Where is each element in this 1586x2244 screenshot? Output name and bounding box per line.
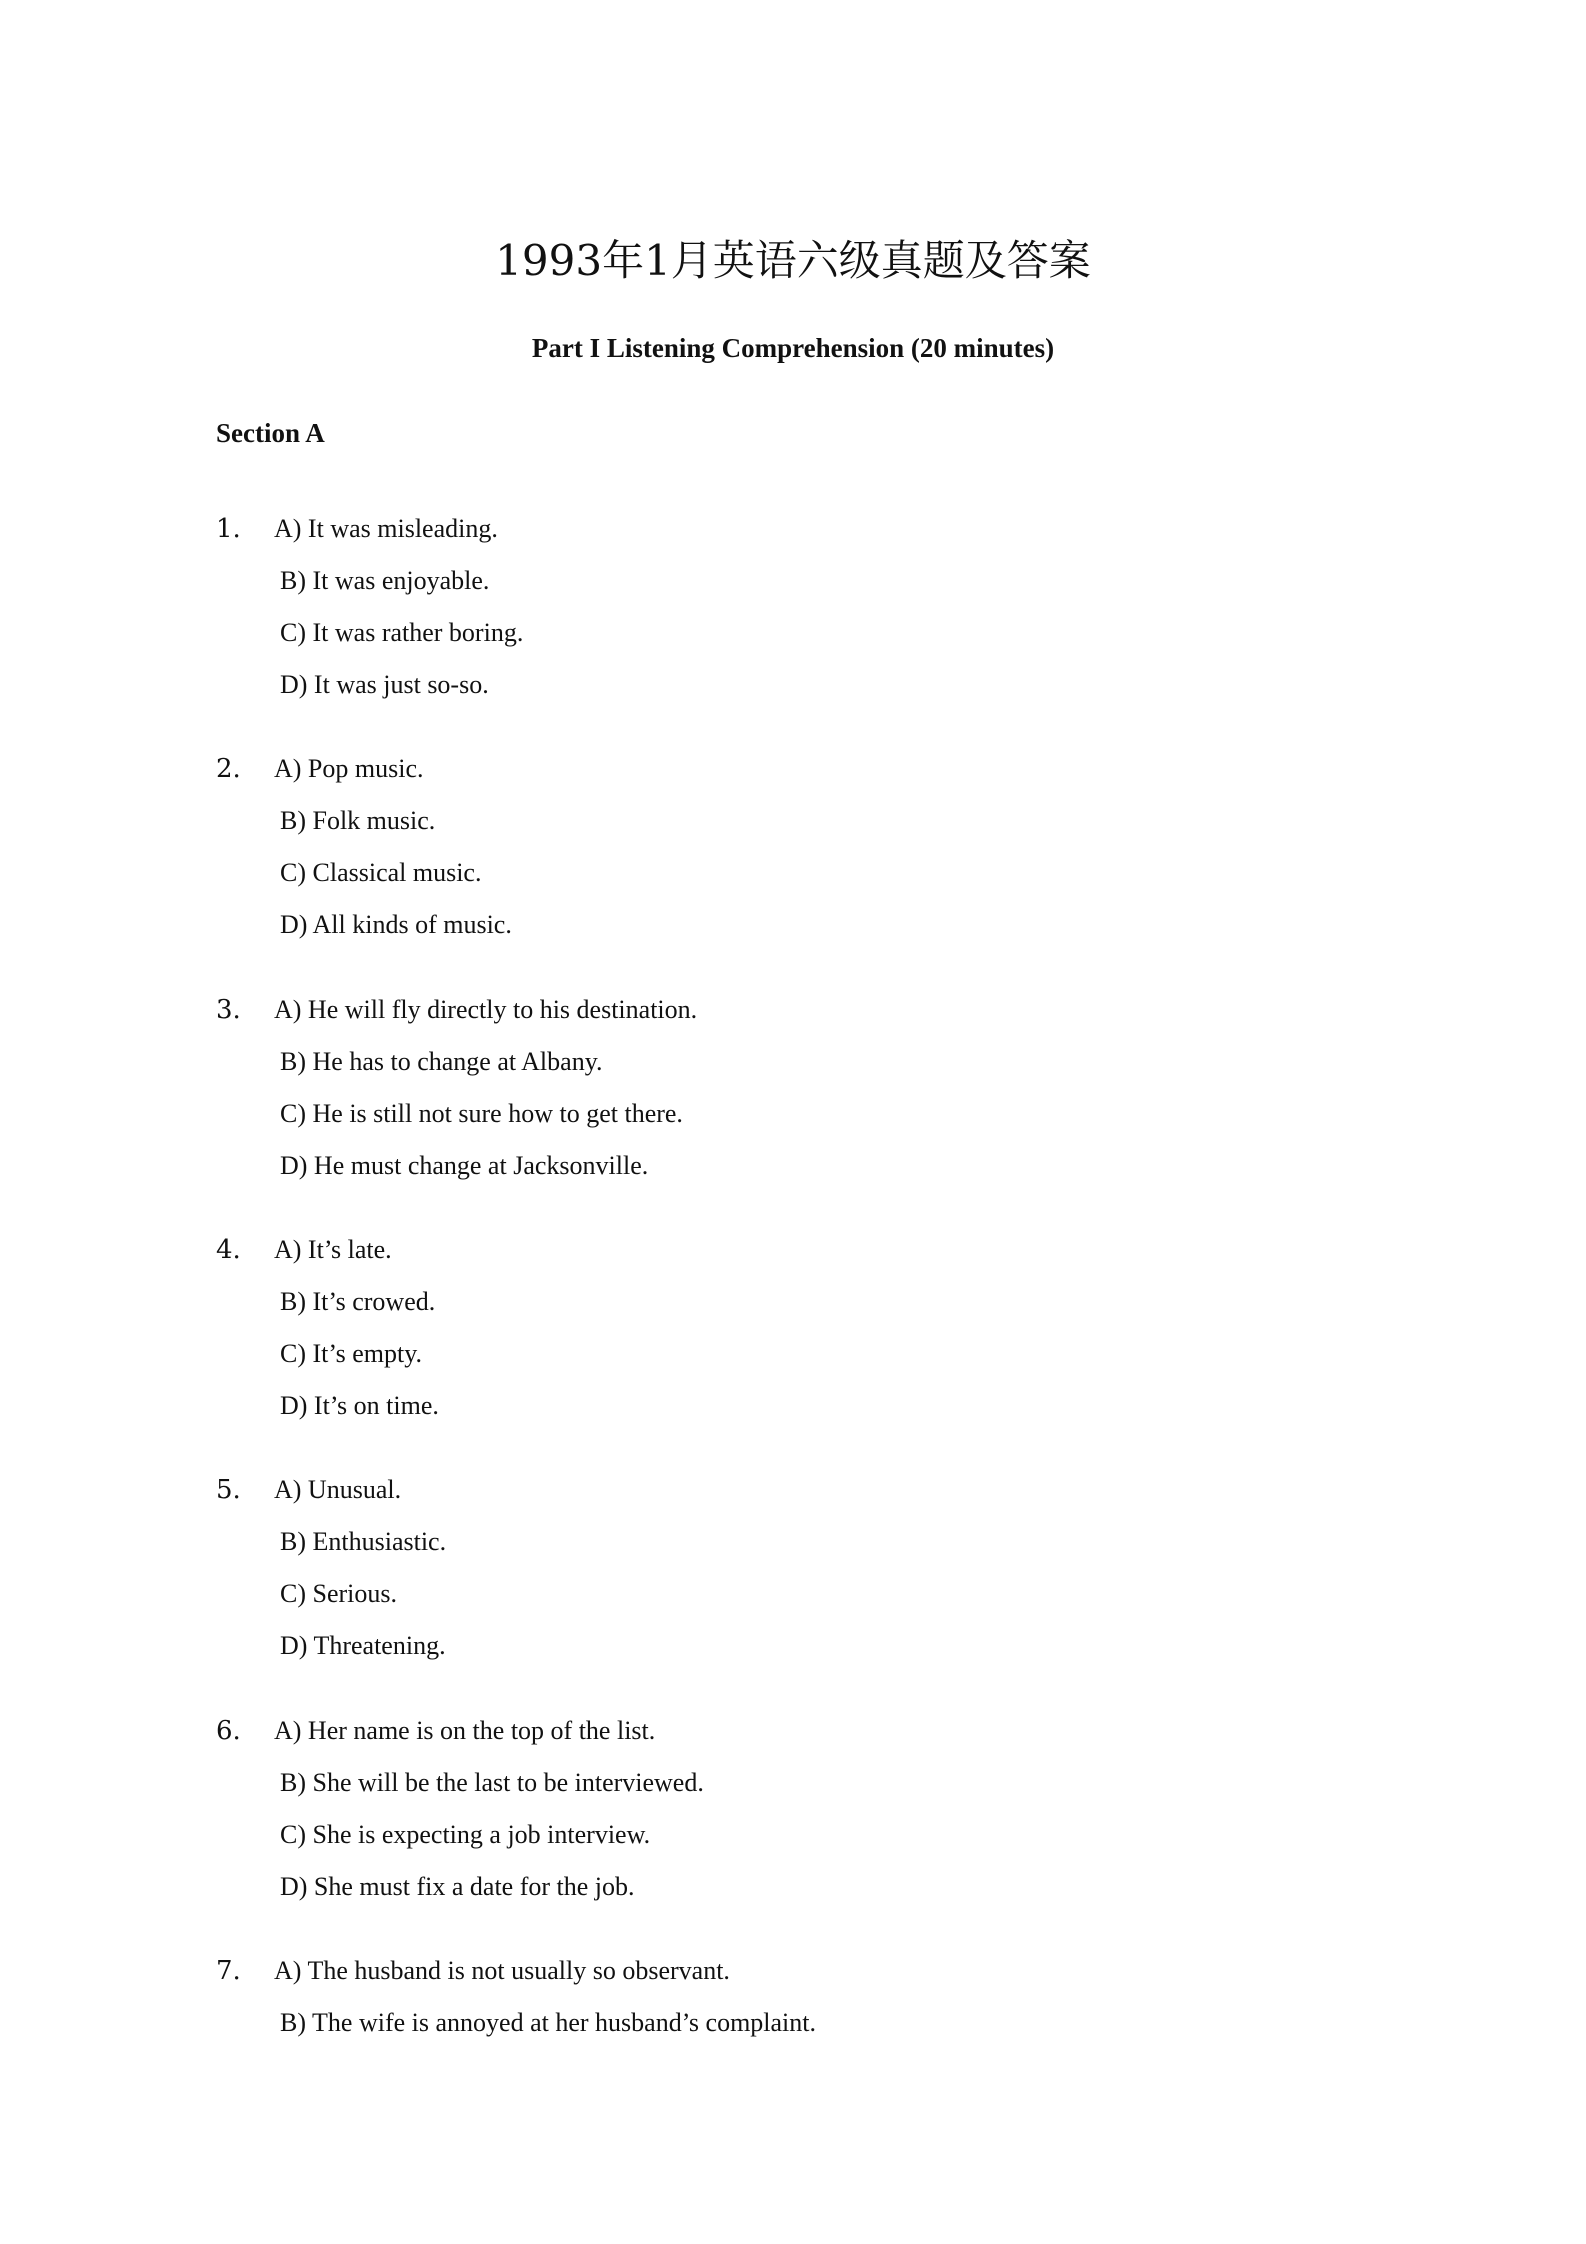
question-number: 5.: [216, 1475, 241, 1505]
option-c: C) She is expecting a job interview.: [280, 1820, 651, 1849]
option-d: D) All kinds of music.: [280, 910, 512, 939]
option-b: B) The wife is annoyed at her husband’s complaint.: [280, 2008, 817, 2037]
document-title: 1993年1月英语六级真题及答案: [495, 236, 1091, 285]
option-b: B) It’s crowed.: [280, 1287, 436, 1316]
question-number: 3.: [216, 995, 241, 1025]
option-d: D) It was just so-so.: [280, 670, 489, 699]
option-d: D) Threatening.: [280, 1631, 446, 1660]
option-c: C) It was rather boring.: [280, 618, 524, 647]
option-b: B) It was enjoyable.: [280, 566, 490, 595]
option-d: D) She must fix a date for the job.: [280, 1872, 635, 1901]
option-c: C) Serious.: [280, 1579, 397, 1608]
option-b: B) She will be the last to be interviewed.: [280, 1768, 704, 1797]
option-c: C) He is still not sure how to get there.: [280, 1099, 683, 1128]
option-d: D) He must change at Jacksonville.: [280, 1151, 649, 1180]
option-a: A) He will fly directly to his destination.: [274, 995, 698, 1024]
part-heading: Part I Listening Comprehension (20 minutes): [531, 333, 1055, 363]
option-b: B) He has to change at Albany.: [280, 1047, 603, 1076]
option-a: A) The husband is not usually so observant.: [274, 1956, 730, 1985]
option-b: B) Folk music.: [280, 806, 436, 835]
option-a: A) Her name is on the top of the list.: [274, 1716, 656, 1745]
question-number: 1.: [216, 514, 241, 544]
option-a: A) It was misleading.: [274, 514, 498, 543]
option-a: A) Unusual.: [274, 1475, 402, 1504]
question-number: 2.: [216, 754, 241, 784]
question-number: 4.: [216, 1235, 241, 1265]
option-a: A) Pop music.: [274, 754, 424, 783]
question-number: 6.: [216, 1716, 241, 1746]
option-a: A) It’s late.: [274, 1235, 392, 1264]
option-c: C) Classical music.: [280, 858, 482, 887]
option-b: B) Enthusiastic.: [280, 1527, 447, 1556]
option-c: C) It’s empty.: [280, 1339, 423, 1368]
question-number: 7.: [216, 1956, 241, 1986]
option-d: D) It’s on time.: [280, 1391, 439, 1420]
section-heading: Section A: [216, 418, 325, 448]
